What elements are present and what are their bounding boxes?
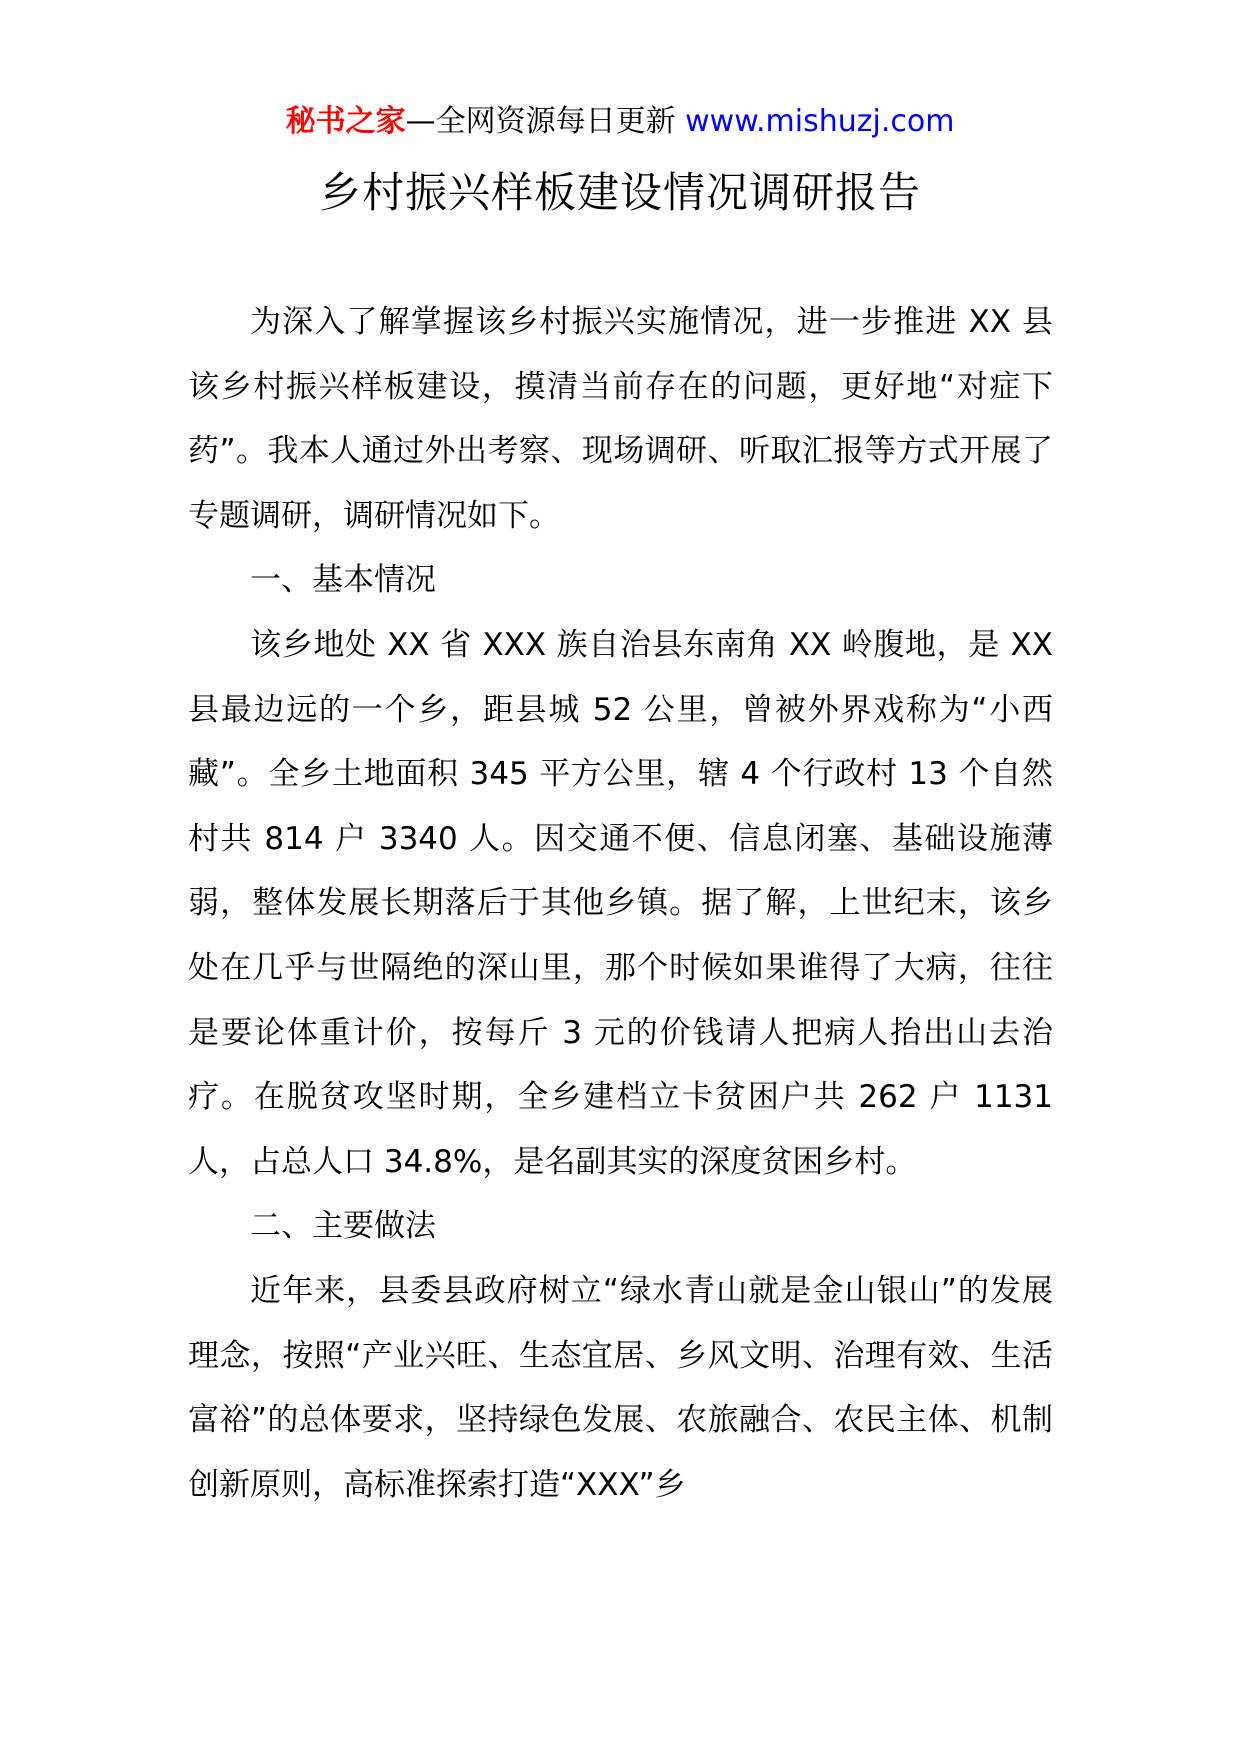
site-header — [0, 100, 1240, 144]
section-heading-basic-situation: 一、基本情况 — [250, 562, 436, 599]
section-heading-main-practices: 二、主要做法 — [250, 1208, 436, 1245]
brand-name: 秘书之家 — [285, 104, 406, 139]
paragraph-intro: 为深入了解掌握该乡村振兴实施情况，进一步推进 XX 县该乡村振兴样板建设，摸清当前存在的问题，更好地“对症下药”。我本人通过外出考察、现场调研、听取汇报等方式开展了专题调研，调研情况如下。 — [188, 304, 1053, 534]
paragraph-basic-situation: 该乡地处 XX 省 XXX 族自治县东南角 XX 岭腹地，是 XX 县最边远的一个乡，距县城 52 公里，曾被外界戏称为“小西藏”。全乡土地面积 345 平方公里，辖 4 个行政村 13 个自然村共 814 户 3340 人。因交通不便、信息闭塞、基础设施薄弱，整体发展长期落后于其他乡镇。据了解，上世纪末，该乡处在几乎与世隔绝的深山里，那个时候如果谁得了大病，往往是要论体重计价，按每斤 3 元的价钱请人把病人抬出山去治疗。在脱贫攻坚时期，全乡建档立卡贫困户共 262 户 1131 人，占总人口 34.8%，是名副其实的深度贫困乡村。 — [188, 626, 1053, 1180]
document-title: 乡村振兴样板建设情况调研报告 — [318, 168, 921, 217]
paragraph-main-practices: 近年来，县委县政府树立“绿水青山就是金山银山”的发展理念，按照“产业兴旺、生态宜居、乡风文明、治理有效、生活富裕”的总体要求，坚持绿色发展、农旅融合、农民主体、机制创新原则，高标准探索打造“XXX”乡 — [188, 1272, 1053, 1503]
document-body — [188, 290, 1053, 1517]
header-slogan: —全网资源每日更新 — [405, 104, 676, 139]
site-url-link[interactable]: www.mishuzj.com — [685, 104, 955, 139]
